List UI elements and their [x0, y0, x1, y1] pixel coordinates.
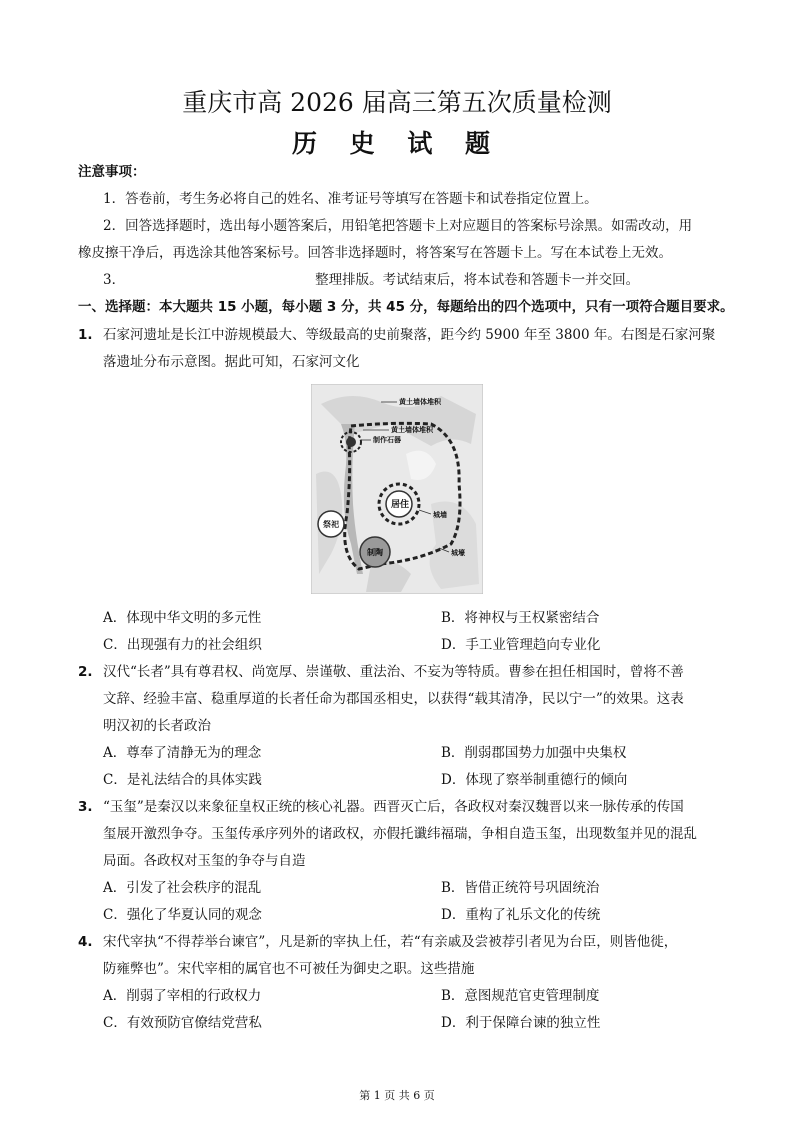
question-3-line-3: 局面。各政权对玉玺的争夺与自造 [103, 853, 306, 869]
question-2-option-b[interactable]: B．削弱郡国势力加强中央集权 [441, 745, 627, 761]
map-label-moat: 城壕 [451, 549, 465, 557]
question-1-line-2: 落遗址分布示意图。据此可知，石家河文化 [103, 354, 360, 370]
map-label-pottery: 制陶 [367, 548, 383, 557]
question-2-option-a[interactable]: A．尊奉了清静无为的理念 [103, 745, 262, 761]
section-heading: 一、选择题：本大题共 15 小题，每小题 3 分，共 45 分，每题给出的四个选项中，只有一项符合题目要求。 [78, 299, 734, 315]
question-4-number: 4. [78, 934, 93, 950]
question-3-option-a[interactable]: A．引发了社会秩序的混乱 [103, 880, 262, 896]
question-3-line-2: 玺展开激烈争夺。玉玺传承序列外的诸政权，亦假托谶纬福瑞，争相自造玉玺，出现数玺并见的混乱 [103, 826, 697, 842]
notes-item-1: 1．答卷前，考生务必将自己的姓名、准考证号等填写在答题卡和试卷指定位置上。 [103, 191, 598, 207]
map-label-city-wall: 城墙 [433, 511, 447, 519]
question-3-line-1: “玉玺”是秦汉以来象征皇权正统的核心礼器。西晋灭亡后，各政权对秦汉魏晋以来一脉传承的传国 [103, 799, 684, 815]
question-1-line-1: 石家河遗址是长江中游规模最大、等级最高的史前聚落，距今约 5900 年至 3800 年。右图是石家河聚 [103, 327, 716, 343]
question-2-line-2: 文辞、经验丰富、稳重厚道的长者任命为郡国丞相史，以获得“载其清净，民以宁一”的效果。这表 [103, 691, 684, 707]
map-label-living: 居住 [391, 500, 410, 510]
notes-heading: 注意事项： [78, 164, 146, 180]
notes-item-3-start: 3． [103, 272, 126, 288]
question-4-option-c[interactable]: C．有效预防官僚结党营私 [103, 1015, 262, 1031]
question-1-option-b[interactable]: B．将神权与王权紧密结合 [441, 610, 600, 626]
question-4-option-b[interactable]: B．意图规范官吏管理制度 [441, 988, 600, 1004]
page-footer: 第 1 页 共 6 页 [359, 1089, 435, 1102]
question-4-option-a[interactable]: A．削弱了宰相的行政权力 [103, 988, 262, 1004]
map-label-earth-wall-top: 黄土墙体堆积 [399, 398, 441, 406]
question-2-line-1: 汉代“长者”具有尊君权、尚宽厚、崇谨敬、重法治、不妄为等特质。曹参在担任相国时，曾将不善 [103, 664, 684, 680]
exam-title: 重庆市高 2026 届高三第五次质量检测 [182, 88, 612, 117]
question-2-option-c[interactable]: C．是礼法结合的具体实践 [103, 772, 262, 788]
notes-item-2-line-1: 2．回答选择题时，选出每小题答案后，用铅笔把答题卡上对应题目的答案标号涂黑。如需改动，用 [103, 218, 693, 234]
map-label-stone-tools: 制作石器 [373, 436, 401, 444]
question-4-line-2: 防雍弊也”。宋代宰相的属官也不可被任为御史之职。这些措施 [103, 961, 475, 977]
question-1-option-a[interactable]: A．体现中华文明的多元性 [103, 610, 262, 626]
question-4-line-1: 宋代宰执“不得荐举台谏官”，凡是新的宰执上任，若“有亲戚及尝被荐引者见为台臣，则皆他徙， [103, 934, 678, 950]
question-4-option-d[interactable]: D．利于保障台谏的独立性 [441, 1015, 601, 1031]
notes-item-3-end: 整理排版。考试结束后，将本试卷和答题卡一并交回。 [315, 272, 640, 288]
shijiahe-site-map [311, 384, 483, 594]
question-3-number: 3. [78, 799, 93, 815]
question-2-number: 2. [78, 664, 93, 680]
question-1-option-c[interactable]: C．出现强有力的社会组织 [103, 637, 262, 653]
map-label-sacrifice: 祭祀 [323, 520, 339, 529]
exam-subtitle: 历 史 试 题 [291, 129, 503, 158]
question-1-option-d[interactable]: D．手工业管理趋向专业化 [441, 637, 601, 653]
question-3-option-d[interactable]: D．重构了礼乐文化的传统 [441, 907, 601, 923]
question-3-option-c[interactable]: C．强化了华夏认同的观念 [103, 907, 262, 923]
question-3-option-b[interactable]: B．皆借正统符号巩固统治 [441, 880, 600, 896]
question-1-number: 1. [78, 327, 93, 343]
question-2-line-3: 明汉初的长者政治 [103, 718, 211, 734]
notes-item-3 [103, 271, 639, 289]
notes-item-2-line-2: 橡皮擦干净后，再选涂其他答案标号。回答非选择题时，将答案写在答题卡上。写在本试卷上无效。 [78, 245, 672, 261]
question-2-option-d[interactable]: D．体现了察举制重德行的倾向 [441, 772, 628, 788]
map-label-earth-wall: 黄土墙体堆积 [391, 426, 433, 434]
